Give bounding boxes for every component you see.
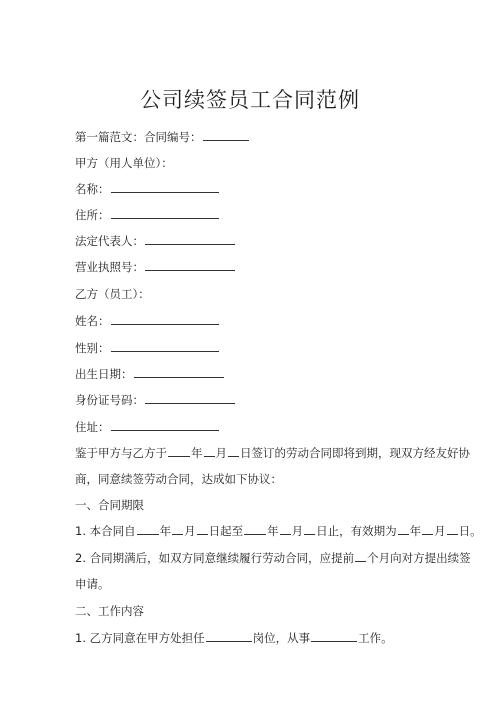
clause-text: 年 bbox=[409, 524, 422, 538]
section-2-heading: 二、工作内容 bbox=[75, 604, 144, 618]
clause-text: 月 bbox=[434, 524, 446, 538]
id-number-line bbox=[75, 393, 236, 407]
clause-text: 年 bbox=[159, 524, 172, 538]
clause-text: 月 bbox=[291, 524, 304, 538]
clause-text: 月 bbox=[184, 524, 196, 538]
intro-text: 日签订的劳动合同即将到期，现双方经友好协 bbox=[240, 446, 470, 460]
residence-blank bbox=[111, 420, 219, 431]
intro-text: 年 bbox=[191, 446, 203, 460]
month-blank bbox=[172, 524, 183, 535]
year-blank bbox=[244, 524, 266, 535]
residence-line bbox=[75, 420, 220, 434]
clause-text: 日。 bbox=[458, 524, 482, 538]
employee-name-line bbox=[75, 314, 220, 328]
residence-label: 住址： bbox=[75, 420, 110, 434]
clause-text: 日起至 bbox=[208, 524, 244, 538]
year-blank bbox=[398, 524, 409, 535]
license-line bbox=[75, 260, 236, 274]
section-1-heading: 一、合同期限 bbox=[75, 498, 144, 512]
party-b-heading: 乙方（员工）： bbox=[75, 287, 150, 301]
company-address-line bbox=[75, 208, 220, 222]
company-name-line bbox=[75, 182, 220, 196]
license-label: 营业执照号： bbox=[75, 260, 144, 274]
intro-paragraph-line-2: 商，同意续签劳动合同，达成如下协议： bbox=[75, 472, 282, 486]
year-blank bbox=[137, 524, 159, 535]
legal-rep-blank bbox=[145, 234, 235, 245]
day-blank bbox=[304, 524, 315, 535]
gender-blank bbox=[111, 341, 219, 352]
company-address-blank bbox=[111, 208, 219, 219]
document-title: 公司续签员工合同范例 bbox=[140, 88, 360, 112]
clause-text: 1. 乙方同意在甲方处担任 bbox=[75, 631, 205, 645]
work-clause-1 bbox=[75, 631, 393, 645]
term-clause-2-line-1 bbox=[75, 551, 471, 565]
intro-text: 月 bbox=[215, 446, 227, 460]
month-blank bbox=[204, 446, 215, 457]
clause-text: 日止，有效期为 bbox=[316, 524, 397, 538]
term-clause-2-line-2: 申请。 bbox=[75, 577, 110, 591]
contract-number-line bbox=[75, 130, 250, 144]
birth-date-line bbox=[75, 367, 225, 381]
party-a-heading: 甲方（用人单位）： bbox=[75, 156, 173, 170]
company-name-blank bbox=[111, 182, 219, 193]
contract-number-label: 第一篇范文：合同编号： bbox=[75, 130, 202, 144]
day-blank bbox=[197, 524, 208, 535]
employee-name-label: 姓名： bbox=[75, 314, 110, 328]
company-name-label: 名称： bbox=[75, 182, 110, 196]
employee-name-blank bbox=[111, 314, 219, 325]
clause-text: 岗位，从事 bbox=[252, 631, 311, 645]
intro-text: 鉴于甲方与乙方于 bbox=[75, 446, 167, 460]
months-blank bbox=[355, 551, 366, 562]
year-blank bbox=[168, 446, 190, 457]
month-blank bbox=[280, 524, 291, 535]
duty-blank bbox=[311, 631, 357, 642]
birth-date-blank bbox=[134, 367, 224, 378]
clause-text: 1. 本合同自 bbox=[75, 524, 136, 538]
clause-text: 工作。 bbox=[358, 631, 393, 645]
company-address-label: 住所： bbox=[75, 208, 110, 222]
license-blank bbox=[145, 260, 235, 271]
birth-date-label: 出生日期： bbox=[75, 367, 133, 381]
position-blank bbox=[206, 631, 252, 642]
gender-label: 性别： bbox=[75, 341, 110, 355]
gender-line bbox=[75, 341, 220, 355]
day-blank bbox=[447, 524, 458, 535]
clause-text: 个月向对方提出续签 bbox=[367, 551, 471, 565]
day-blank bbox=[228, 446, 239, 457]
id-number-blank bbox=[145, 393, 235, 404]
month-blank bbox=[422, 524, 433, 535]
contract-number-blank bbox=[203, 130, 249, 141]
id-number-label: 身份证号码： bbox=[75, 393, 144, 407]
intro-paragraph-line-1 bbox=[75, 446, 470, 460]
clause-text: 年 bbox=[267, 524, 279, 538]
legal-rep-line bbox=[75, 234, 236, 248]
clause-text: 2. 合同期满后，如双方同意继续履行劳动合同，应提前 bbox=[75, 551, 355, 565]
term-clause-1 bbox=[75, 524, 482, 538]
legal-rep-label: 法定代表人： bbox=[75, 234, 144, 248]
